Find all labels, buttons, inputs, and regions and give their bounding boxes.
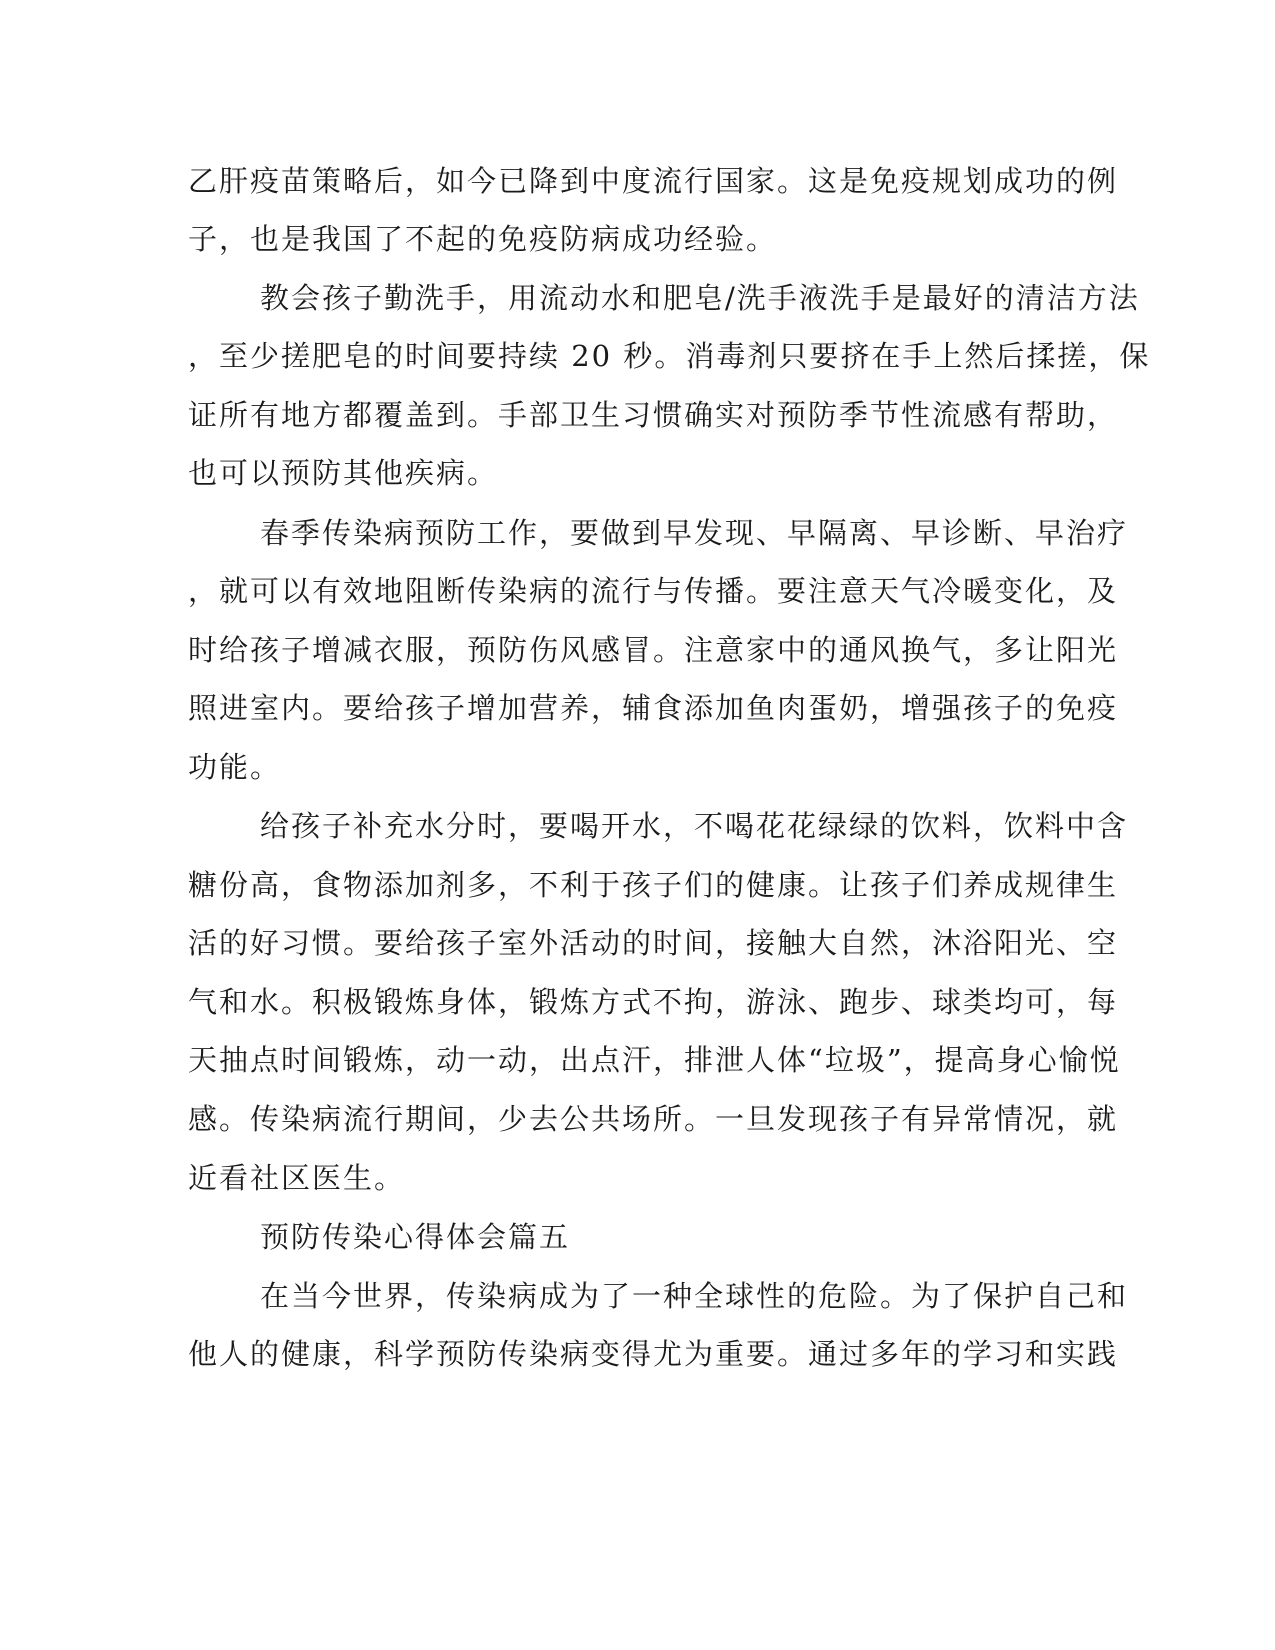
text-line: 近看社区医生。 [188,1161,406,1195]
text-line: 也可以预防其他疾病。 [188,456,499,490]
text-line: 乙肝疫苗策略后，如今已降到中度流行国家。这是免疫规划成功的例 [188,164,1119,198]
text-line: 功能。 [188,750,282,784]
text-line: 糖份高，食物添加剂多，不利于孩子们的健康。让孩子们养成规律生 [188,868,1119,902]
text-line: 子，也是我国了不起的免疫防病成功经验。 [188,222,778,256]
text-line: 他人的健康，科学预防传染病变得尤为重要。通过多年的学习和实践 [188,1337,1119,1371]
paragraph-start: 给孩子补充水分时，要喝开水，不喝花花绿绿的饮料，饮料中含 [260,809,1129,843]
text-line: 证所有地方都覆盖到。手部卫生习惯确实对预防季节性流感有帮助， [188,398,1119,432]
text-line: ，至少搓肥皂的时间要持续 20 秒。消毒剂只要挤在手上然后揉搓，保 [188,339,1151,373]
text-line: 天抽点时间锻炼，动一动，出点汗，排泄人体“垃圾”，提高身心愉悦 [188,1043,1121,1077]
paragraph-start: 春季传染病预防工作，要做到早发现、早隔离、早诊断、早治疗 [260,516,1129,550]
paragraph-start: 在当今世界，传染病成为了一种全球性的危险。为了保护自己和 [260,1279,1129,1313]
text-line: 活的好习惯。要给孩子室外活动的时间，接触大自然，沐浴阳光、空 [188,926,1119,960]
text-line: ，就可以有效地阻断传染病的流行与传播。要注意天气冷暖变化，及 [188,574,1119,608]
text-line: 照进室内。要给孩子增加营养，辅食添加鱼肉蛋奶，增强孩子的免疫 [188,691,1119,725]
text-line: 气和水。积极锻炼身体，锻炼方式不拘，游泳、跑步、球类均可，每 [188,985,1119,1019]
text-line: 感。传染病流行期间，少去公共场所。一旦发现孩子有异常情况，就 [188,1102,1119,1136]
section-heading: 预防传染心得体会篇五 [260,1220,571,1254]
text-line: 时给孩子增减衣服，预防伤风感冒。注意家中的通风换气，多让阳光 [188,633,1119,667]
paragraph-start: 教会孩子勤洗手，用流动水和肥皂/洗手液洗手是最好的清洁方法 [260,281,1140,315]
